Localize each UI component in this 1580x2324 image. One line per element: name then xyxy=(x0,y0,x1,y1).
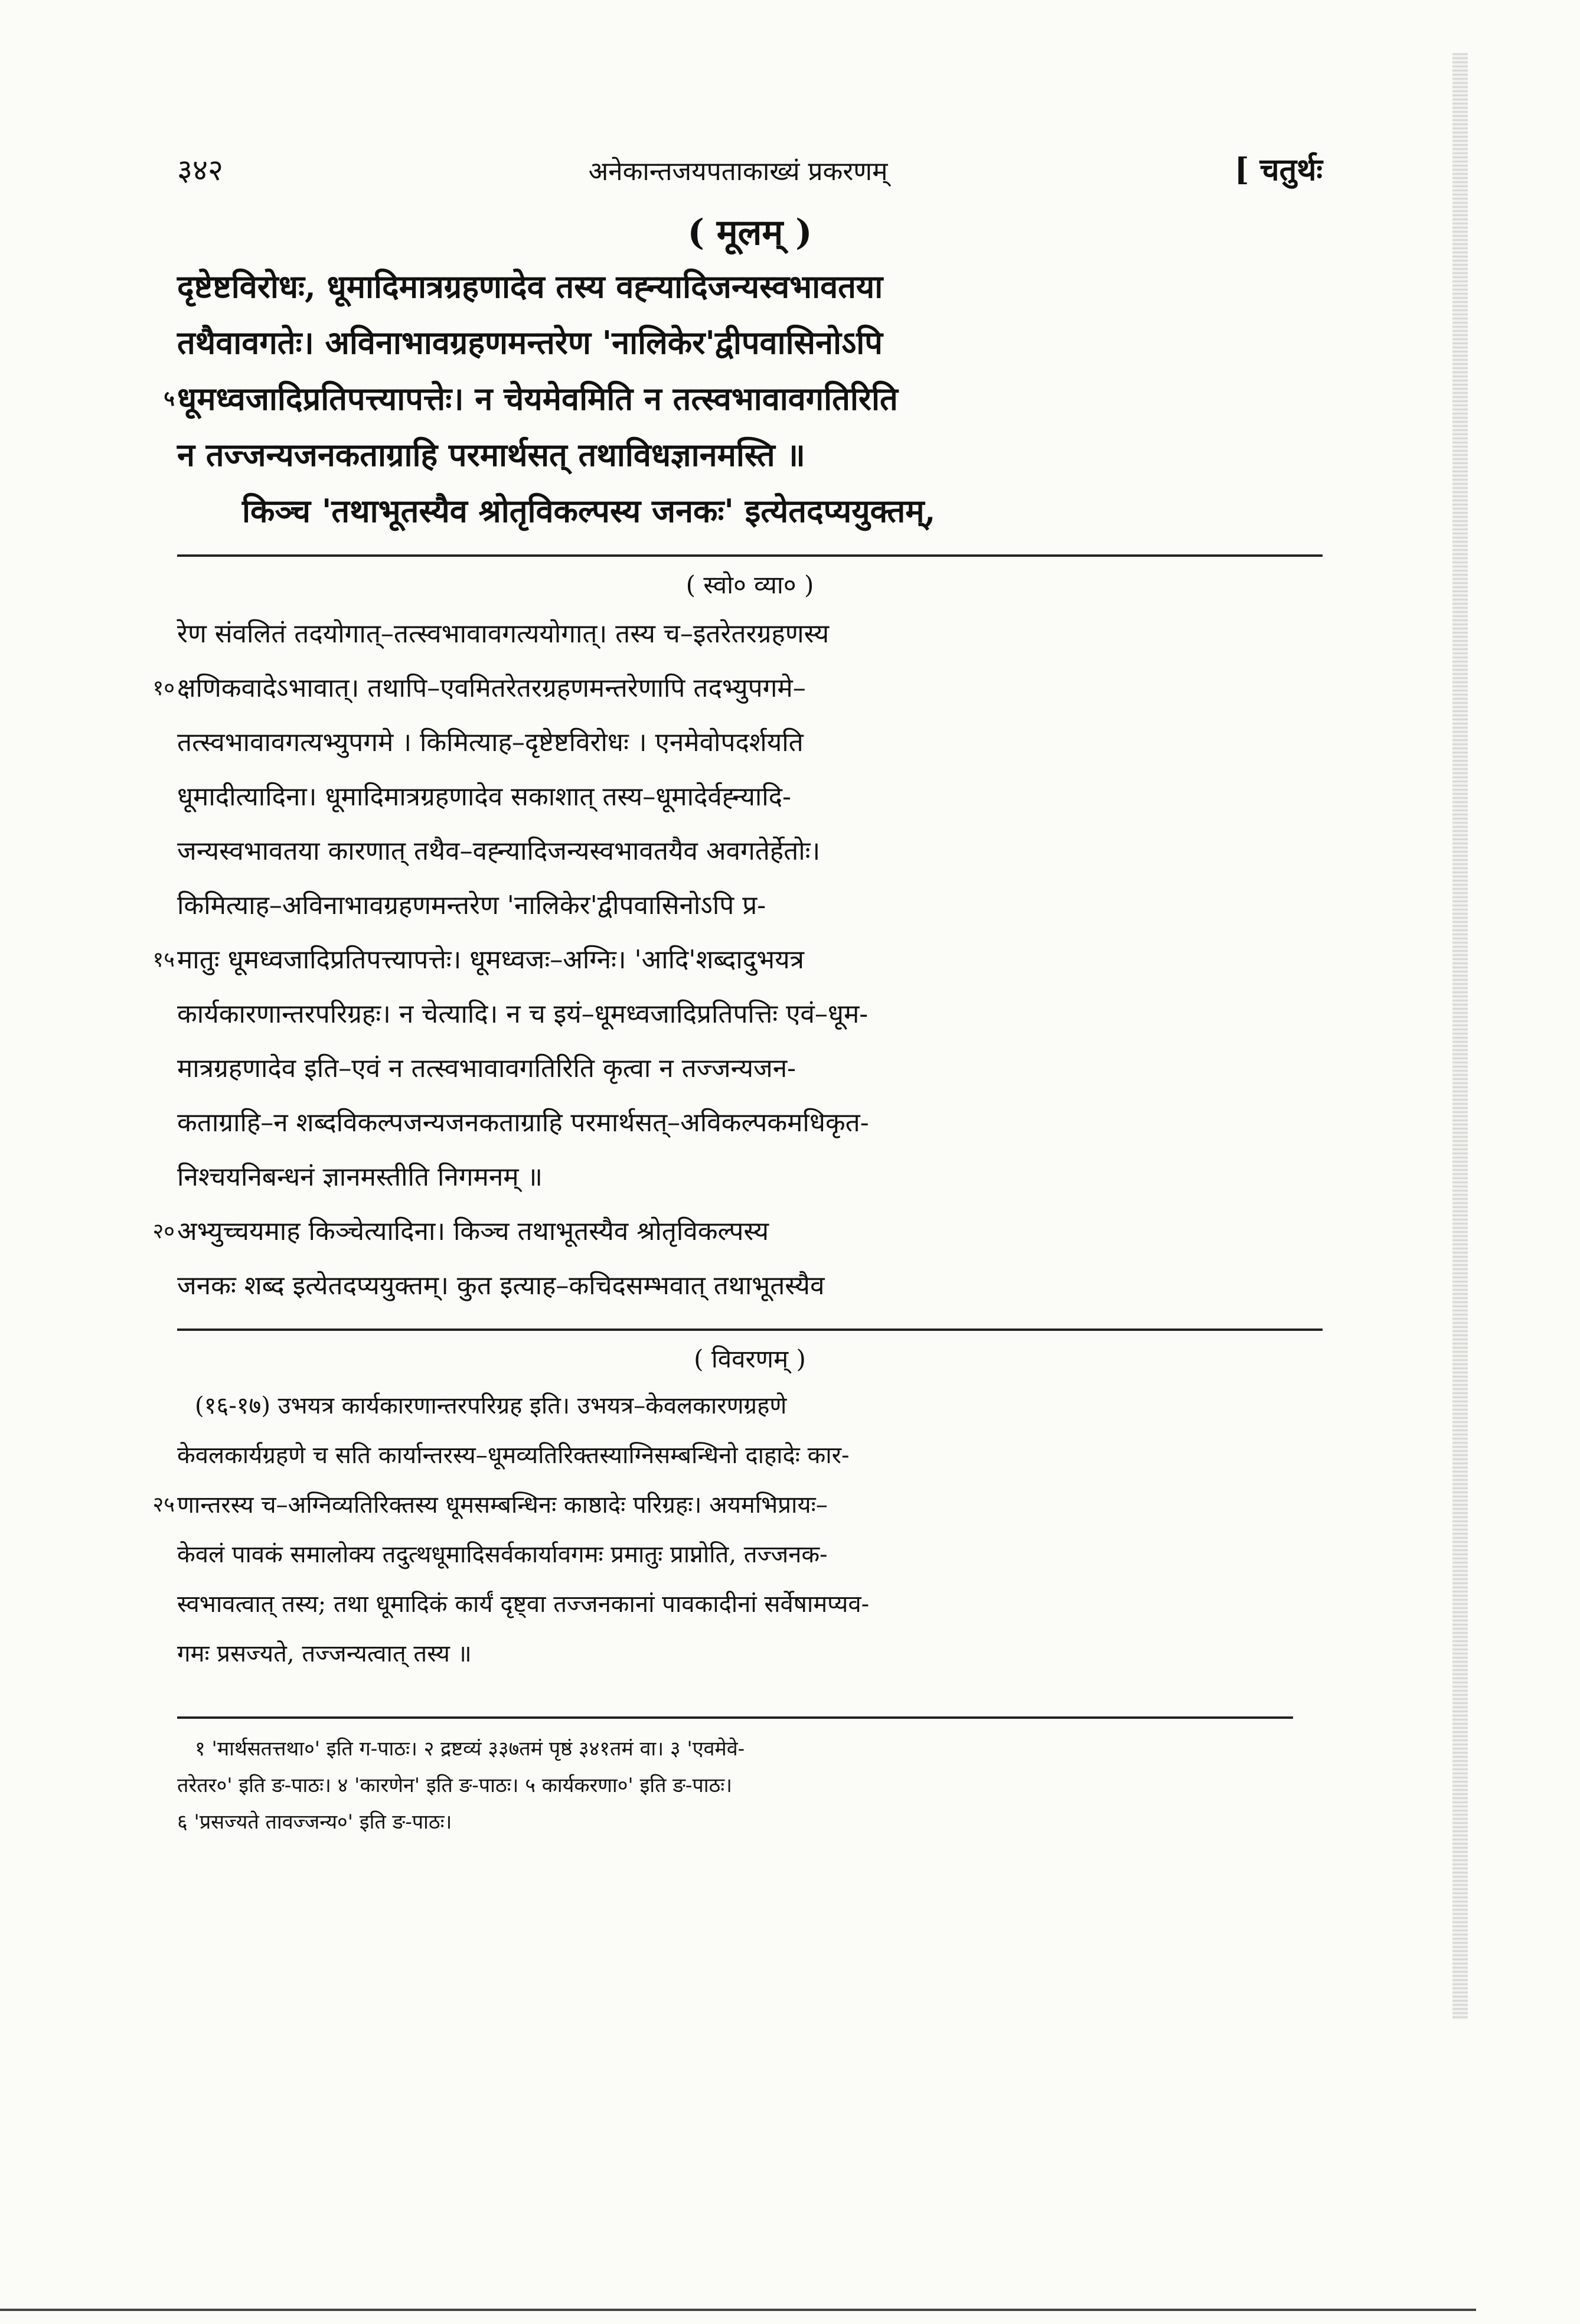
vivarana-line xyxy=(177,1629,1323,1679)
vyakhya-text: निश्चयनिबन्धनं ज्ञानमस्तीति निगमनम् ॥ xyxy=(177,1162,543,1192)
section-divider xyxy=(177,554,1323,557)
line-number: १० xyxy=(152,676,175,700)
bottom-edge-line xyxy=(0,2309,1476,2311)
mula-text: धूमध्वजादिप्रतिपत्त्यापत्तेः। न चेयमेवमिति न तत्स्वभावावगतिरिति xyxy=(177,380,898,417)
vyakhya-text: रेण संवलितं तदयोगात्–तत्स्वभावावगत्ययोगात्। तस्य च–इतरेतरग्रहणस्य xyxy=(177,619,830,649)
running-title: अनेकान्तजयपताकाख्यं प्रकरणम् xyxy=(588,156,888,187)
vyakhya-text: धूमादीत्यादिना। धूमादिमात्रग्रहणादेव सकाशात् तस्य–धूमादेर्वह्न्यादि- xyxy=(177,782,791,812)
section-divider xyxy=(177,1329,1323,1331)
mula-section xyxy=(164,207,1323,539)
mula-text: तथैवावगतेः। अविनाभावग्रहणमन्तरेण 'नालिकेर'द्वीपवासिनोऽपि xyxy=(177,324,883,361)
running-head xyxy=(177,148,1323,201)
vyakhya-line xyxy=(177,1259,1323,1313)
vyakhya-line xyxy=(152,661,1323,716)
book-page xyxy=(152,148,1323,1840)
vyakhya-text: अभ्युच्चयमाह किञ्चेत्यादिना। किञ्च तथाभूतस्यैव श्रोतृविकल्पस्य xyxy=(177,1216,769,1246)
vivarana-line xyxy=(152,1480,1323,1530)
vyakhya-line xyxy=(177,987,1323,1042)
vyakhya-text: किमित्याह–अविनाभावग्रहणमन्तरेण 'नालिकेर'द्वीपवासिनोऽपि प्र- xyxy=(177,890,766,921)
chapter-label: [ चतुर्थः xyxy=(1234,152,1323,188)
mula-line xyxy=(177,427,1323,483)
vivarana-section xyxy=(152,1341,1323,1679)
mula-line xyxy=(164,371,1323,427)
mula-line xyxy=(177,259,1323,315)
vyakhya-line xyxy=(152,933,1323,987)
vivarana-line xyxy=(177,1431,1323,1480)
section-heading-mula: ( मूलम् ) xyxy=(687,212,812,253)
vyakhya-line xyxy=(177,770,1323,824)
vyakhya-line xyxy=(152,1205,1323,1259)
scan-edge-artifact xyxy=(1452,53,1468,2019)
vivarana-text: केवलकार्यग्रहणे च सति कार्यान्तरस्य–धूमव्यतिरिक्तस्याग्निसम्बन्धिनो दाहादेः कार- xyxy=(177,1442,850,1469)
vyakhya-text: मात्रग्रहणादेव इति–एवं न तत्स्वभावावगतिरिति कृत्वा न तज्जन्यजन- xyxy=(177,1053,796,1083)
line-number: २५ xyxy=(152,1493,175,1517)
footnotes xyxy=(177,1731,1323,1840)
vyakhya-section xyxy=(152,567,1323,1313)
line-number: १५ xyxy=(152,948,175,972)
vivarana-text: स्वभावत्वात् तस्य; तथा धूमादिकं कार्यं दृष्ट्वा तज्जनकानां पावकादीनां सर्वेषामप्यव- xyxy=(177,1591,870,1618)
vyakhya-text: तत्स्वभावावगत्यभ्युपगमे । किमित्याह–दृष्टेष्टविरोधः । एनमेवोपदर्शयति xyxy=(177,727,804,758)
vivarana-text: णान्तरस्य च–अग्निव्यतिरिक्तस्य धूमसम्बन्धिनः काष्ठादेः परिग्रहः। अयमभिप्रायः– xyxy=(177,1491,828,1519)
mula-text: न तज्जन्यजनकताग्राहि परमार्थसत् तथाविधज्ञानमस्ति ॥ xyxy=(177,436,805,474)
footnote-divider xyxy=(177,1716,1293,1719)
vyakhya-text: कताग्राहि–न शब्दविकल्पजन्यजनकताग्राहि परमार्थसत्–अविकल्पकमधिकृत- xyxy=(177,1108,869,1138)
footnote-line: तरेतर०' इति ङ-पाठः। ४ 'कारणेन' इति ङ-पाठः। ५ कार्यकरणा०' इति ङ-पाठः। xyxy=(177,1774,733,1797)
vyakhya-text: कार्यकारणान्तरपरिग्रहः। न चेत्यादि। न च इयं–धूमध्वजादिप्रतिपत्तिः एवं–धूम- xyxy=(177,999,869,1029)
footnote-line: ६ 'प्रसज्यते तावज्जन्य०' इति ङ-पाठः। xyxy=(177,1810,452,1834)
vivarana-line xyxy=(177,1579,1323,1629)
vyakhya-line xyxy=(177,824,1323,879)
vyakhya-text: जन्यस्वभावतया कारणात् तथैव–वह्न्यादिजन्यस्वभावतयैव अवगतेर्हेतोः। xyxy=(177,836,821,866)
vyakhya-line xyxy=(177,1096,1323,1150)
vyakhya-line xyxy=(177,1042,1323,1096)
vyakhya-line xyxy=(177,607,1323,661)
mula-text: किञ्च 'तथाभूतस्यैव श्रोतृविकल्पस्य जनकः' इत्येतदप्ययुक्तम्, xyxy=(242,492,936,530)
vivarana-text: केवलं पावकं समालोक्य तदुत्थधूमादिसर्वकार्यावगमः प्रमातुः प्राप्नोति, तज्जनक- xyxy=(177,1541,828,1568)
vyakhya-line xyxy=(177,1150,1323,1205)
mula-line xyxy=(177,315,1323,371)
page-number: ३४२ xyxy=(177,153,223,187)
mula-line xyxy=(177,483,1323,539)
footnote-line: १ 'मार्थसतत्तथा०' इति ग-पाठः। २ द्रष्टव्यं ३३७तमं पृष्ठं ३४१तमं वा। ३ 'एवमेवे- xyxy=(195,1737,745,1761)
line-number: २० xyxy=(152,1219,175,1243)
vivarana-line xyxy=(177,1381,1323,1431)
section-heading-vyakhya: ( स्वो० व्या० ) xyxy=(685,570,814,599)
vyakhya-line xyxy=(177,716,1323,770)
vivarana-line xyxy=(177,1530,1323,1579)
vyakhya-text: जनकः शब्द इत्येतदप्ययुक्तम्। कुत इत्याह–कचिदसम्भवात् तथाभूतस्यैव xyxy=(177,1271,825,1301)
mula-text: दृष्टेष्टविरोधः, धूमादिमात्रग्रहणादेव तस्य वह्न्यादिजन्यस्वभावतया xyxy=(177,267,883,305)
section-heading-vivarana: ( विवरणम् ) xyxy=(694,1344,806,1373)
vyakhya-line xyxy=(177,879,1323,933)
vivarana-text: (१६-१७) उभयत्र कार्यकारणान्तरपरिग्रह इति। उभयत्र–केवलकारणग्रहणे xyxy=(195,1392,787,1419)
vivarana-text: गमः प्रसज्यते, तज्जन्यत्वात् तस्य ॥ xyxy=(177,1640,472,1667)
vyakhya-text: क्षणिकवादेऽभावात्। तथापि–एवमितरेतरग्रहणमन्तरेणापि तदभ्युपगमे– xyxy=(177,673,806,703)
vyakhya-text: मातुः धूमध्वजादिप्रतिपत्त्यापत्तेः। धूमध्वजः–अग्निः। 'आदि'शब्दादुभयत्र xyxy=(177,945,804,975)
line-number: ५ xyxy=(164,386,175,411)
